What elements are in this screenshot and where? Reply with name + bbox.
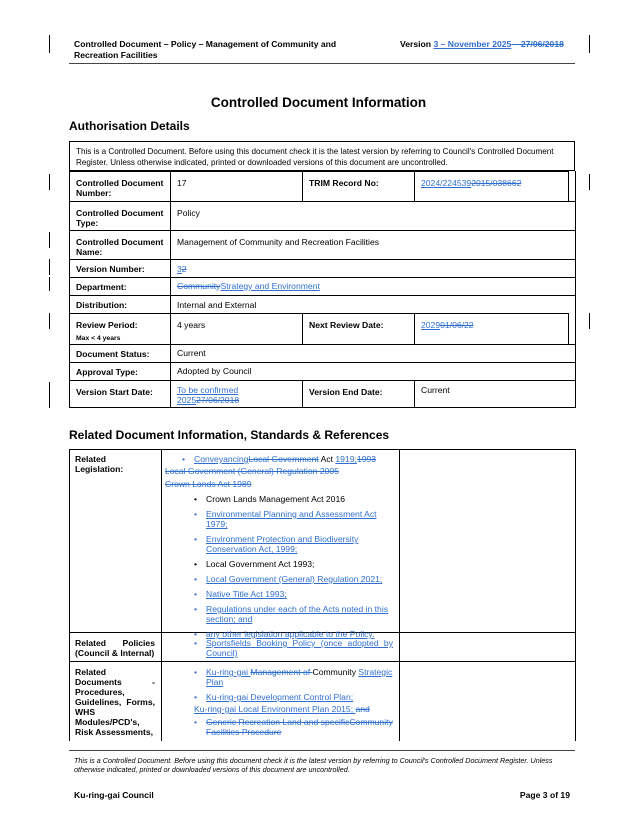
- value-version-number: 32: [170, 259, 576, 277]
- list-item: • Local Government Act 1993;: [194, 559, 315, 569]
- list-item: • Ku-ring-gai Management of Community Strategic Plan: [194, 667, 393, 687]
- list-item: • any other legislation applicable to the Policy.: [194, 629, 375, 639]
- footer-note: This is a Controlled Document. Before using this document check it is the latest version by referring to Council's Controlled Document Register. Unless otherwise indicated, printed or downloaded versions of this document are uncontrolled.: [74, 756, 553, 774]
- label-document-status: Document Status:: [69, 344, 170, 362]
- label-related-policies: Related Policies (Council & Internal): [75, 638, 155, 658]
- value-document-type: Policy: [170, 201, 576, 230]
- value-version-start: To be confirmed 202527/06/2018: [170, 380, 302, 408]
- change-bar: [589, 35, 590, 53]
- label-related-legislation: Related Legislation:: [75, 454, 124, 474]
- label-version-number: Version Number:: [69, 259, 170, 277]
- label-version-end: Version End Date:: [302, 380, 414, 408]
- footer-organisation: Ku-ring-gai Council: [74, 790, 154, 800]
- header-title: Controlled Document – Policy – Management of Community and Recreation Facilities: [74, 39, 337, 60]
- list-item: • Native Title Act 1993;: [194, 589, 287, 599]
- label-approval-type: Approval Type:: [69, 362, 170, 380]
- deleted-line: Crown Lands Act 1989: [165, 479, 252, 489]
- change-bar: [589, 313, 590, 329]
- change-bar: [589, 174, 590, 190]
- list-item: • Regulations under each of the Acts noted in this section; and: [194, 604, 389, 624]
- column-divider: [399, 449, 400, 741]
- list-item: • Local Government (General) Regulation 2021;: [194, 574, 383, 584]
- list-item: Ku-ring-gai Local Environment Plan 2015; and: [194, 704, 370, 714]
- label-related-documents: Related Documents - Procedures, Guidelines, Forms, WHS Modules/PCD's, Risk Assessments,: [75, 667, 155, 737]
- value-trim-record: 2024/2245392015/038662: [414, 171, 569, 201]
- controlled-notice: This is a Controlled Document. Before using this document check it is the latest version by referring to Council's Controlled Document Register. Unless otherwise indicated, printed or downloaded versions of this document are uncontrolled.: [69, 141, 575, 171]
- change-bar: [49, 277, 50, 291]
- change-bar: [49, 259, 50, 275]
- label-next-review: Next Review Date:: [302, 313, 414, 344]
- value-document-status: Current: [170, 344, 576, 362]
- footer-rule: [69, 750, 575, 751]
- deleted-line: Local Government (General) Regulation 2005: [165, 466, 339, 476]
- value-document-name: Management of Community and Recreation Facilities: [170, 230, 576, 259]
- label-document-name: Controlled Document Name:: [69, 230, 170, 259]
- label-document-number: Controlled Document Number:: [69, 171, 170, 201]
- value-distribution: Internal and External: [170, 295, 576, 313]
- change-bar: [49, 313, 50, 329]
- label-trim-record: TRIM Record No:: [302, 171, 414, 201]
- change-bar: [49, 174, 50, 190]
- page-number: Page 3 of 19: [519, 790, 570, 800]
- label-version-start: Version Start Date:: [69, 380, 170, 408]
- label-review-period: Review Period: Max < 4 years: [69, 313, 170, 344]
- value-department: CommunityStrategy and Environment: [170, 277, 576, 295]
- list-item: • Crown Lands Management Act 2016: [194, 494, 346, 504]
- label-distribution: Distribution:: [69, 295, 170, 313]
- change-bar: [49, 232, 50, 248]
- section-heading-authorisation: Authorisation Details: [69, 119, 190, 133]
- label-document-type: Controlled Document Type:: [69, 201, 170, 230]
- change-bar: [49, 35, 50, 53]
- page-title: Controlled Document Information: [210, 95, 427, 110]
- policies-list: [162, 633, 399, 663]
- list-item: • ConveyancingLocal Government Act 1919;1993: [182, 454, 377, 464]
- label-department: Department:: [69, 277, 170, 295]
- value-document-number: 17: [170, 171, 302, 201]
- header-rule: [69, 63, 575, 64]
- list-item: • Generic Recreation Land and specificCommunity Facilities Procedure: [194, 717, 393, 737]
- value-version-end: Current: [414, 380, 576, 408]
- header-version: Version 3 – November 2025 – 27/06/2018: [400, 39, 564, 49]
- change-bar: [49, 382, 50, 408]
- list-item: • Ku-ring-gai Development Control Plan;: [194, 692, 354, 702]
- list-item: • Sportsfields Booking Policy (once adopted by Council): [194, 638, 393, 658]
- legislation-list: [162, 449, 399, 649]
- list-item: • Environmental Planning and Assessment Act 1979;: [194, 509, 377, 529]
- list-item: • Environment Protection and Biodiversity Conservation Act, 1999;: [194, 534, 359, 554]
- value-approval-type: Adopted by Council: [170, 362, 576, 380]
- value-next-review: 202901/06/22: [414, 313, 569, 344]
- value-review-period: 4 years: [170, 313, 302, 344]
- documents-list: [162, 662, 399, 747]
- section-heading-related: Related Document Information, Standards & References: [69, 428, 390, 442]
